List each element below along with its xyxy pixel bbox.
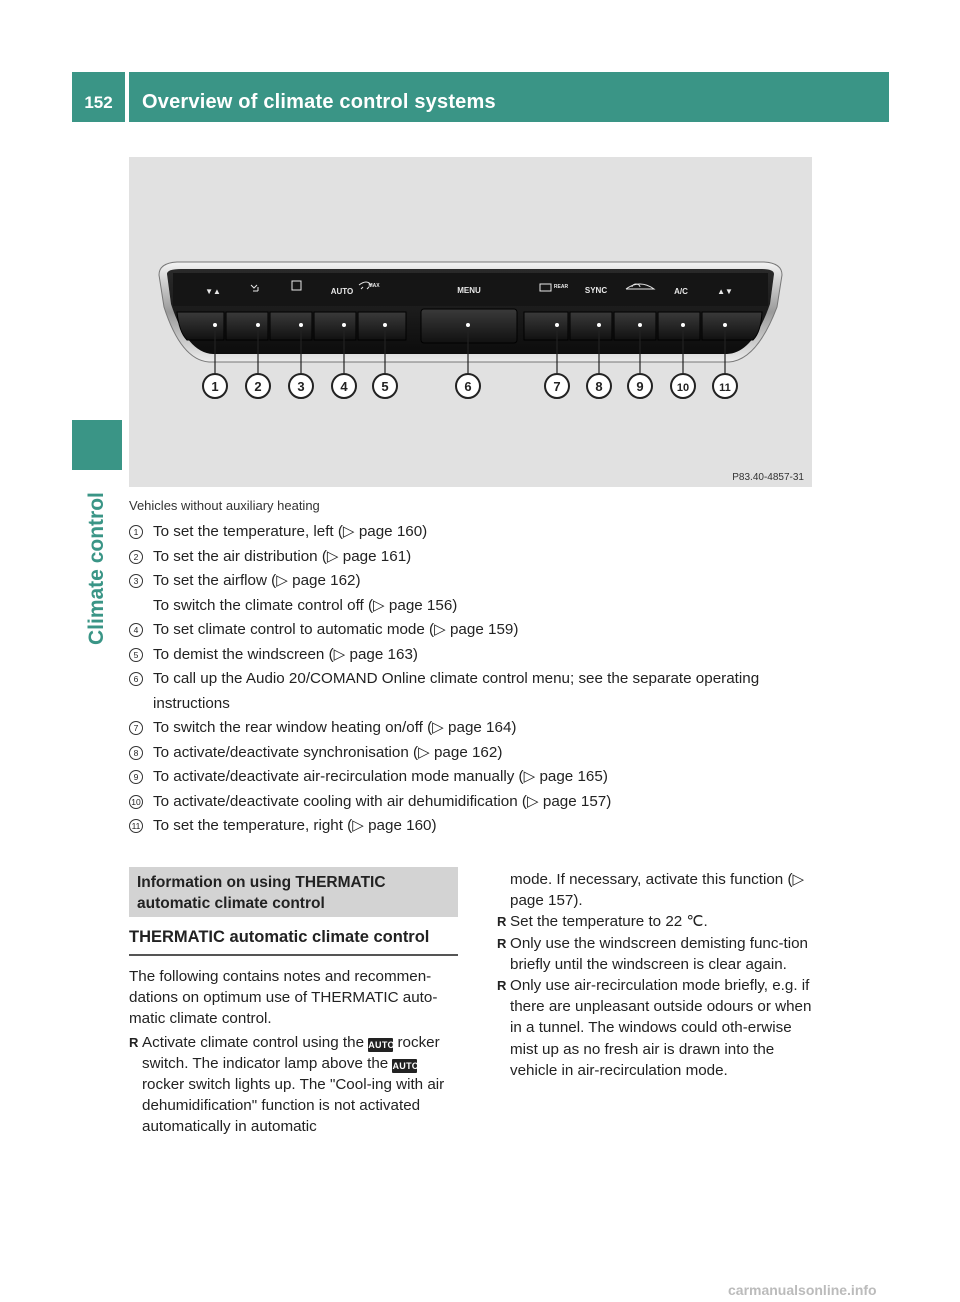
callout-dot [638,323,642,327]
legend-text: To activate/deactivate air-recirculation mode manually (▷ page 165) [153,768,608,785]
legend-text: To set the air distribution (▷ page 161) [153,547,412,565]
callout-dot [256,323,260,327]
callout-dot [299,323,303,327]
callout-number: 10 [676,382,690,394]
legend-number: 2 [129,550,143,564]
callout-number: 9 [636,379,644,394]
bullet-item [497,975,815,1081]
auto-button-icon: AUTO [392,1060,420,1071]
legend-text: To activate/deactivate synchronisation (▷ page 162) [153,743,503,761]
bullet-continuation [497,869,815,911]
legend-subtext: instructions [153,694,230,712]
legend-item [129,643,819,668]
figure-legend [129,520,819,839]
legend-number: 11 [129,819,143,833]
info-box-line1: Information on using THERMATIC [137,874,386,891]
callout-number: 2 [254,379,262,394]
bullet-1-part-a: Activate climate control using the [142,1033,365,1051]
callout-dot [681,323,685,327]
panel-label: SYNC [584,286,608,295]
panel-label: A/C [674,287,688,296]
panel-label: REAR [553,284,569,290]
legend-text: To set the temperature, right (▷ page 160) [153,817,437,834]
callout-dot [213,323,217,327]
legend-text: To switch the rear window heating on/off (▷ page 164) [153,719,517,736]
callout-number: 3 [297,379,305,394]
page-header [72,72,889,122]
bullet-2: Set the temperature to 22 ℃. [510,913,708,931]
bullet-marker: R [129,1034,139,1050]
legend-item [129,765,819,790]
legend-item [129,545,819,570]
legend-number: 7 [129,721,143,735]
callout-number: 1 [211,379,219,394]
bullet-item [497,933,815,975]
panel-label: ▼▲ [205,287,221,296]
legend-number: 9 [129,770,143,784]
callout-number: 11 [719,382,731,394]
bullet-1-part-b: rocker switch. The indicator lamp above the [142,1033,440,1072]
callout-dot [723,323,727,327]
side-section-label-text: Climate control [85,492,108,645]
legend-text: To set the airflow (▷ page 162) [153,572,361,589]
bullet-marker: R [497,978,507,994]
legend-text: To set climate control to automatic mode (▷ page 159) [153,621,519,638]
bullet-1-continued: mode. If necessary, activate this function (▷ page 157). [510,871,805,910]
legend-item [129,618,819,643]
bullet-1-part-c: rocker switch lights up. The "Cool-ing with air dehumidification" function is not activated automatically in automatic [142,1076,445,1136]
legend-text: To activate/deactivate cooling with air dehumidification (▷ page 157) [153,792,612,810]
legend-number: 10 [129,795,143,809]
bullet-marker: R [497,935,507,951]
callout-number: 7 [553,379,561,394]
legend-number: 5 [129,648,143,662]
watermark-footer: carmanualsonline.info [728,1282,877,1298]
side-tab-marker [72,420,122,470]
legend-number: 8 [129,746,143,760]
legend-item [129,814,819,839]
figure-code: P83.40-4857-31 [732,472,804,483]
panel-label: MENU [457,286,481,295]
callout-dot [555,323,559,327]
bullet-3: Only use the windscreen demisting func-tion briefly until the windscreen is clear again. [510,934,808,973]
legend-number: 1 [129,525,143,539]
control-panel-figure [129,157,812,487]
callout-number: 5 [381,379,389,394]
right-column [497,869,815,1081]
panel-label: MAX [368,283,380,289]
legend-item [129,790,819,815]
intro-paragraph: The following contains notes and recommen-dations on optimum use of THERMATIC auto-matic climate control. [129,968,438,1028]
legend-text: To demist the windscreen (▷ page 163) [153,645,418,663]
legend-number: 6 [129,672,143,686]
panel-label: AUTO [330,287,354,296]
legend-item [129,741,819,766]
bullet-item [129,1032,461,1138]
auto-button-icon: AUTO [368,1039,395,1050]
bullet-4: Only use air-recirculation mode briefly, e.g. if there are unpleasant outside odours or when in a tunnel. The windows could oth-erwise mist up as no fresh air is drawn into the vehicle in air-recirculation mode. [510,977,812,1079]
callout-dot [342,323,346,327]
legend-item [129,569,819,618]
legend-text: To set the temperature, left (▷ page 160) [153,523,428,540]
section-heading: THERMATIC automatic climate control [129,928,458,956]
legend-item [129,520,819,545]
legend-subtext: To switch the climate control off (▷ page 156) [153,596,458,614]
legend-item [129,667,819,716]
callout-dot [466,323,470,327]
control-panel-illustration [129,157,812,487]
side-section-label [72,470,122,645]
info-box [129,867,458,917]
bullet-marker: R [497,914,507,930]
legend-item [129,716,819,741]
info-box-line2: automatic climate control [137,895,325,912]
callout-dot [597,323,601,327]
page-title: Overview of climate control systems [142,91,496,113]
callout-dot [383,323,387,327]
callout-number: 8 [595,379,603,394]
legend-number: 3 [129,574,143,588]
bullet-item [497,911,815,932]
page-number: 152 [84,93,113,112]
legend-text: To call up the Audio 20/COMAND Online climate control menu; see the separate operating [153,670,760,687]
callout-number: 4 [340,379,348,394]
figure-caption: Vehicles without auxiliary heating [129,498,320,513]
legend-number: 4 [129,623,143,637]
panel-label: ▲▼ [717,287,733,296]
left-column [129,966,461,1138]
header-divider [125,72,129,122]
callout-number: 6 [464,379,472,394]
